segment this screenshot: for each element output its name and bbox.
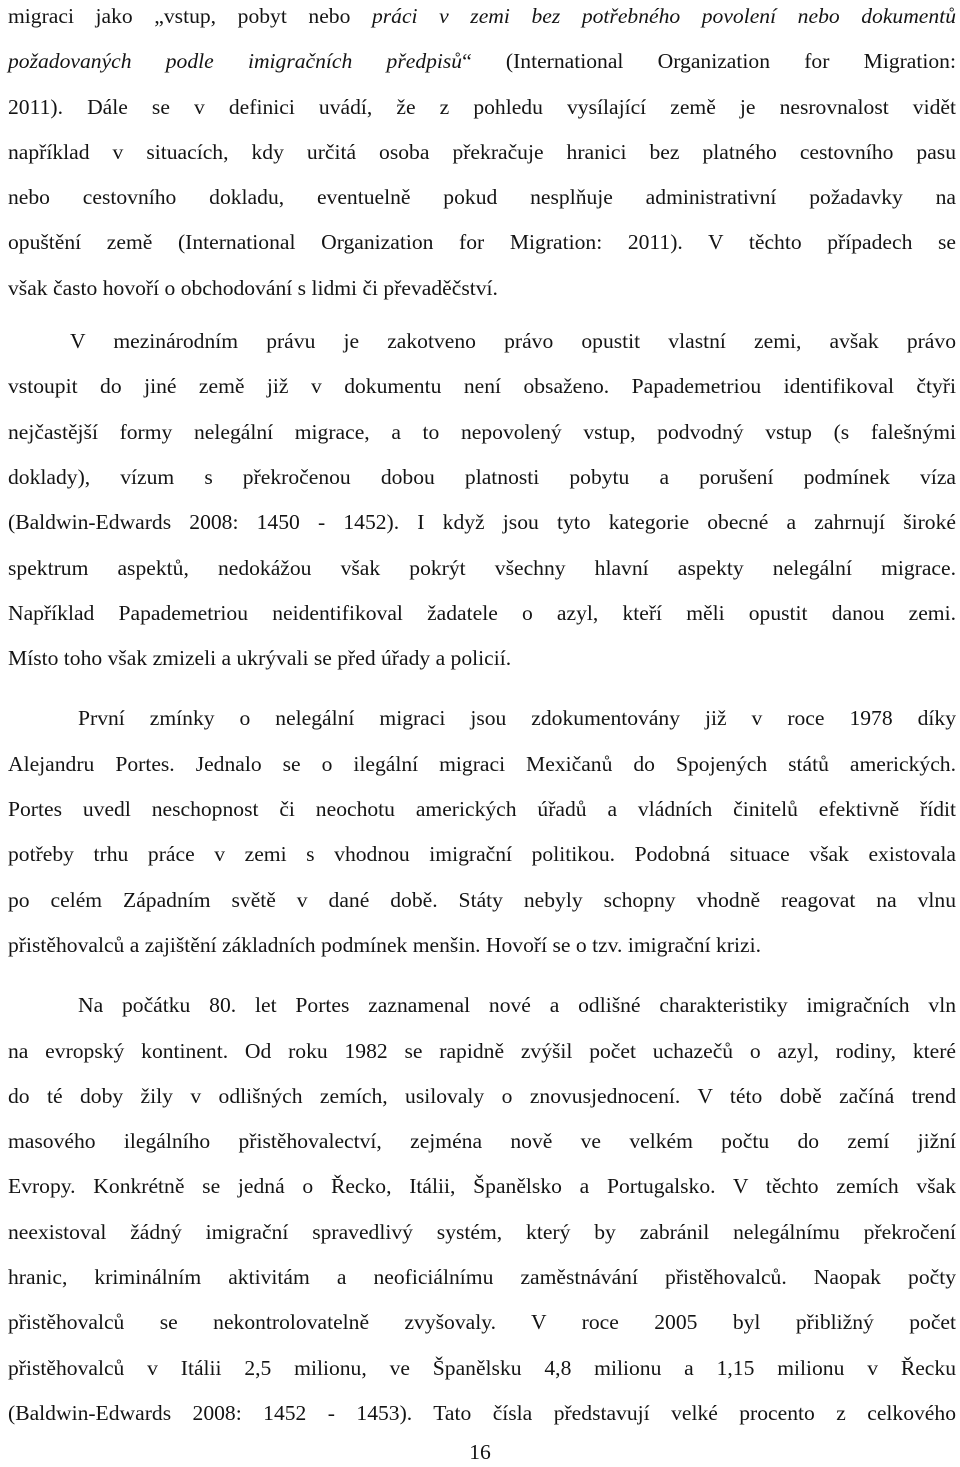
paragraph-line: Evropy. Konkrétně se jedná o Řecko, Itálii, Španělsko a Portugalsko. V těchto zemích však: [8, 1174, 956, 1199]
paragraph-1: [8, 0, 956, 311]
paragraph-line: V mezinárodním právu je zakotveno právo opustit vlastní zemi, avšak právo: [70, 329, 956, 354]
paragraph-gap: [8, 968, 956, 983]
paragraph-line: masového ilegálního přistěhovalectví, zejména nově ve velkém počtu do zemí jižní: [8, 1129, 956, 1154]
paragraph-line: spektrum aspektů, nedokážou však pokrýt všechny hlavní aspekty nelegální migrace.: [8, 555, 956, 580]
paragraph-line: neexistoval žádný imigrační spravedlivý systém, který by zabránil nelegálnímu překročení: [8, 1219, 956, 1244]
paragraph-line: (Baldwin-Edwards 2008: 1452 - 1453). Tato čísla představují velké procento z celkového: [8, 1400, 956, 1425]
paragraph-line: První zmínky o nelegální migraci jsou zdokumentovány již v roce 1978 díky: [78, 706, 956, 731]
paragraph-line: Místo toho však zmizeli a ukrývali se před úřady a policií.: [8, 646, 512, 671]
paragraph-line: 2011). Dále se v definici uvádí, že z pohledu vysílající země je nesrovnalost vidět: [8, 94, 956, 119]
paragraph-line: nebo cestovního dokladu, eventuelně pokud nesplňuje administrativní požadavky na: [8, 185, 956, 210]
paragraph-gap: [8, 681, 956, 696]
paragraph-line: hranic, kriminálním aktivitám a neoficiálnímu zaměstnávání přistěhovalců. Naopak počty: [8, 1265, 956, 1290]
paragraph-line: přistěhovalců se nekontrolovatelně zvyšovaly. V roce 2005 byl přibližný počet: [8, 1310, 956, 1335]
paragraph-line: (Baldwin-Edwards 2008: 1450 - 1452). I když jsou tyto kategorie obecné a zahrnují široké: [8, 510, 956, 535]
paragraph-line: potřeby trhu práce v zemi s vhodnou imigrační politikou. Podobná situace však existovala: [8, 842, 956, 867]
paragraph-line: [8, 39, 956, 84]
paragraph-line: Například Papademetriou neidentifikoval žadatele o azyl, kteří měli opustit danou zemi.: [8, 600, 956, 625]
line-text-plain: migraci jako „vstup, pobyt nebo: [8, 4, 372, 28]
paragraph-line: například v situacích, kdy určitá osoba překračuje hranici bez platného cestovního pasu: [8, 139, 956, 164]
paragraph-line: na evropský kontinent. Od roku 1982 se rapidně zvýšil počet uchazečů o azyl, rodiny, které: [8, 1038, 956, 1063]
paragraph-line: opuštění země (International Organization for Migration: 2011). V těchto případech se: [8, 230, 956, 255]
paragraph-gap: [8, 311, 956, 319]
paragraph-line: přistěhovalců v Itálii 2,5 milionu, ve Španělsku 4,8 milionu a 1,15 milionu v Řecku: [8, 1355, 956, 1380]
paragraph-line: však často hovoří o obchodování s lidmi či převaděčství.: [8, 275, 498, 300]
paragraph-line: Portes uvedl neschopnost či neochotu amerických úřadů a vládních činitelů efektivně řídit: [8, 797, 956, 822]
paragraph-line: vstoupit do jiné země již v dokumentu není obsaženo. Papademetriou identifikoval čtyři: [8, 374, 956, 399]
paragraph-line: do té doby žily v odlišných zemích, usilovaly o znovusjednocení. V této době začíná trend: [8, 1083, 956, 1108]
paragraph-line: [8, 0, 956, 39]
paragraph-line: Na počátku 80. let Portes zaznamenal nové a odlišné charakteristiky imigračních vln: [78, 993, 956, 1018]
paragraph-line: nejčastější formy nelegální migrace, a to nepovolený vstup, podvodný vstup (s falešnými: [8, 419, 956, 444]
paragraph-line: Alejandru Portes. Jednalo se o ilegální migraci Mexičanů do Spojených států amerických.: [8, 751, 956, 776]
document-page: [8, 0, 956, 1436]
line-text-italic: práci v zemi bez potřebného povolení nebo dokumentů: [371, 4, 956, 28]
page-number: 16: [469, 1440, 491, 1464]
paragraph-line: přistěhovalců a zajištění základních podmínek menšin. Hovoří se o tzv. imigrační krizi.: [8, 932, 761, 957]
paragraph-line: doklady), vízum s překročenou dobou platnosti pobytu a porušení podmínek víza: [8, 464, 956, 489]
line-text-italic: požadovaných podle imigračních předpisů: [8, 49, 463, 74]
paragraph-4: [8, 983, 956, 1436]
line-text-plain: “ (International Organization for Migration:: [462, 49, 956, 74]
paragraph-3: [8, 696, 956, 968]
paragraph-2: [8, 319, 956, 681]
paragraph-line: po celém Západním světě v dané době. Státy nebyly schopny vhodně reagovat na vlnu: [8, 887, 956, 912]
